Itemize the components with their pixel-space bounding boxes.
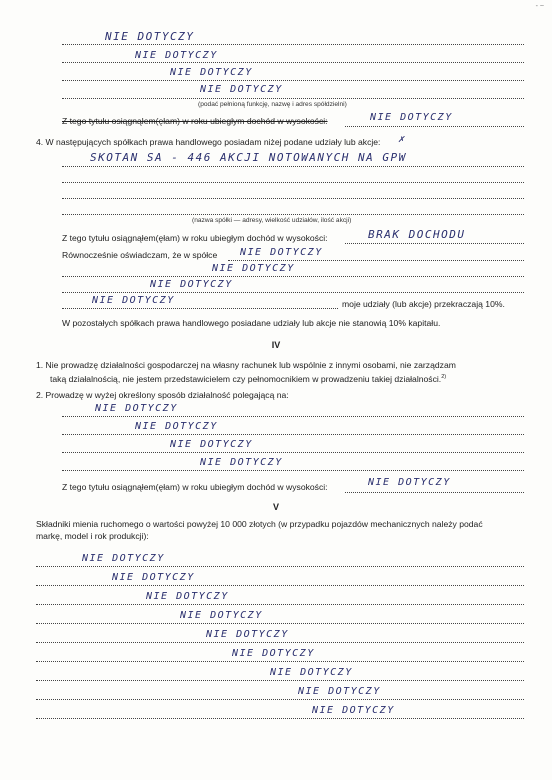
corner-mark: - ~ [535, 3, 544, 10]
dotted-line [62, 182, 524, 183]
also-declare-label: Równocześnie oświadczam, że w spółce [62, 250, 218, 260]
handwritten-entry: NIE DOTYCZY [112, 572, 195, 583]
dotted-line [36, 566, 524, 567]
movable-assets-intro-line2: markę, model i rok produkcji): [36, 531, 149, 541]
handwritten-entry: NIE DOTYCZY [170, 439, 253, 450]
field-hint: (podać pełnioną funkcję, nazwę i adres spółdzielni) [198, 101, 347, 108]
handwritten-entry: NIE DOTYCZY [82, 553, 165, 564]
dotted-line [345, 492, 524, 493]
exceed-label: moje udziały (lub akcje) przekraczają 10%. [342, 299, 505, 309]
dotted-line [62, 80, 524, 81]
handwritten-entry: NIE DOTYCZY [170, 67, 253, 78]
no-business-line1: 1. Nie prowadzę działalności gospodarczej na własny rachunek lub wspólnie z innymi osobami, nie zarządzam [36, 360, 456, 370]
handwritten-entry: NIE DOTYCZY [95, 403, 178, 414]
section-heading-iv: IV [271, 340, 281, 350]
dotted-line [62, 44, 524, 45]
handwritten-entry: NIE DOTYCZY [92, 295, 175, 306]
dotted-line [36, 604, 524, 605]
handwritten-entry: NIE DOTYCZY [368, 477, 451, 488]
dotted-line [62, 98, 524, 99]
dotted-line [345, 126, 524, 127]
income-label: Z tego tytułu osiągnąłem(ęłam) w roku ubiegłym dochód w wysokości: [62, 116, 328, 126]
shares-intro: 4. W następujących spółkach prawa handlowego posiadam niżej podane udziały lub akcje: [36, 137, 381, 147]
dotted-line [36, 718, 524, 719]
handwritten-entry: NIE DOTYCZY [200, 84, 283, 95]
dotted-line [62, 416, 524, 417]
handwritten-entry: NIE DOTYCZY [146, 591, 229, 602]
dotted-line [62, 434, 524, 435]
handwritten-entry: NIE DOTYCZY [150, 279, 233, 290]
dotted-line [345, 243, 524, 244]
dotted-line [62, 198, 524, 199]
income-label: Z tego tytułu osiągnąłem(ęłam) w roku ubiegłym dochód w wysokości: [62, 482, 328, 492]
handwritten-entry: NIE DOTYCZY [105, 30, 195, 43]
dotted-line [62, 452, 524, 453]
dotted-line [62, 214, 524, 215]
handwritten-entry: NIE DOTYCZY [135, 50, 218, 61]
dotted-line [62, 308, 338, 309]
handwritten-entry: NIE DOTYCZY [312, 705, 395, 716]
income-label: Z tego tytułu osiągnąłem(ęłam) w roku ubiegłym dochód w wysokości: [62, 233, 328, 243]
handwritten-entry: NIE DOTYCZY [212, 263, 295, 274]
handwritten-entry: NIE DOTYCZY [298, 686, 381, 697]
section-heading-v: V [272, 502, 279, 512]
handwritten-entry: NIE DOTYCZY [240, 247, 323, 258]
dotted-line [36, 661, 524, 662]
dotted-line [36, 699, 524, 700]
movable-assets-intro-line1: Składniki mienia ruchomego o wartości powyżej 10 000 złotych (w przypadku pojazdów mechanicznych należy podać [36, 519, 483, 529]
dotted-line [36, 623, 524, 624]
dotted-line [62, 166, 524, 167]
dotted-line [36, 642, 524, 643]
business-description-label: 2. Prowadzę w wyżej określony sposób działalność polegającą na: [36, 390, 289, 400]
dotted-line [228, 260, 524, 261]
handwritten-entry: BRAK DOCHODU [368, 228, 466, 241]
field-hint: (nazwa spółki — adresy, wielkość udziałów, ilość akcji) [192, 217, 352, 224]
handwritten-entry: NIE DOTYCZY [270, 667, 353, 678]
dotted-line [36, 585, 524, 586]
dotted-line [62, 292, 524, 293]
handwritten-entry: NIE DOTYCZY [200, 457, 283, 468]
handwritten-entry: NIE DOTYCZY [180, 610, 263, 621]
handwritten-entry: NIE DOTYCZY [135, 421, 218, 432]
handwritten-scratch: ✗ [398, 134, 406, 145]
handwritten-entry: NIE DOTYCZY [370, 112, 453, 123]
no-business-line2: taką działalnością, nie jestem przedstawicielem czy pełnomocnikiem w prowadzeniu takiej działalności.$^{2)}$ [50, 373, 447, 384]
dotted-line [62, 62, 524, 63]
dotted-line [62, 470, 524, 471]
remaining-shares-note: W pozostałych spółkach prawa handlowego posiadane udziały lub akcje nie stanowią 10% kapitału. [62, 318, 441, 328]
handwritten-entry: NIE DOTYCZY [206, 629, 289, 640]
handwritten-entry: SKOTAN SA - 446 AKCJI NOTOWANYCH NA GPW [90, 151, 407, 164]
dotted-line [36, 680, 524, 681]
handwritten-entry: NIE DOTYCZY [232, 648, 315, 659]
dotted-line [62, 276, 524, 277]
